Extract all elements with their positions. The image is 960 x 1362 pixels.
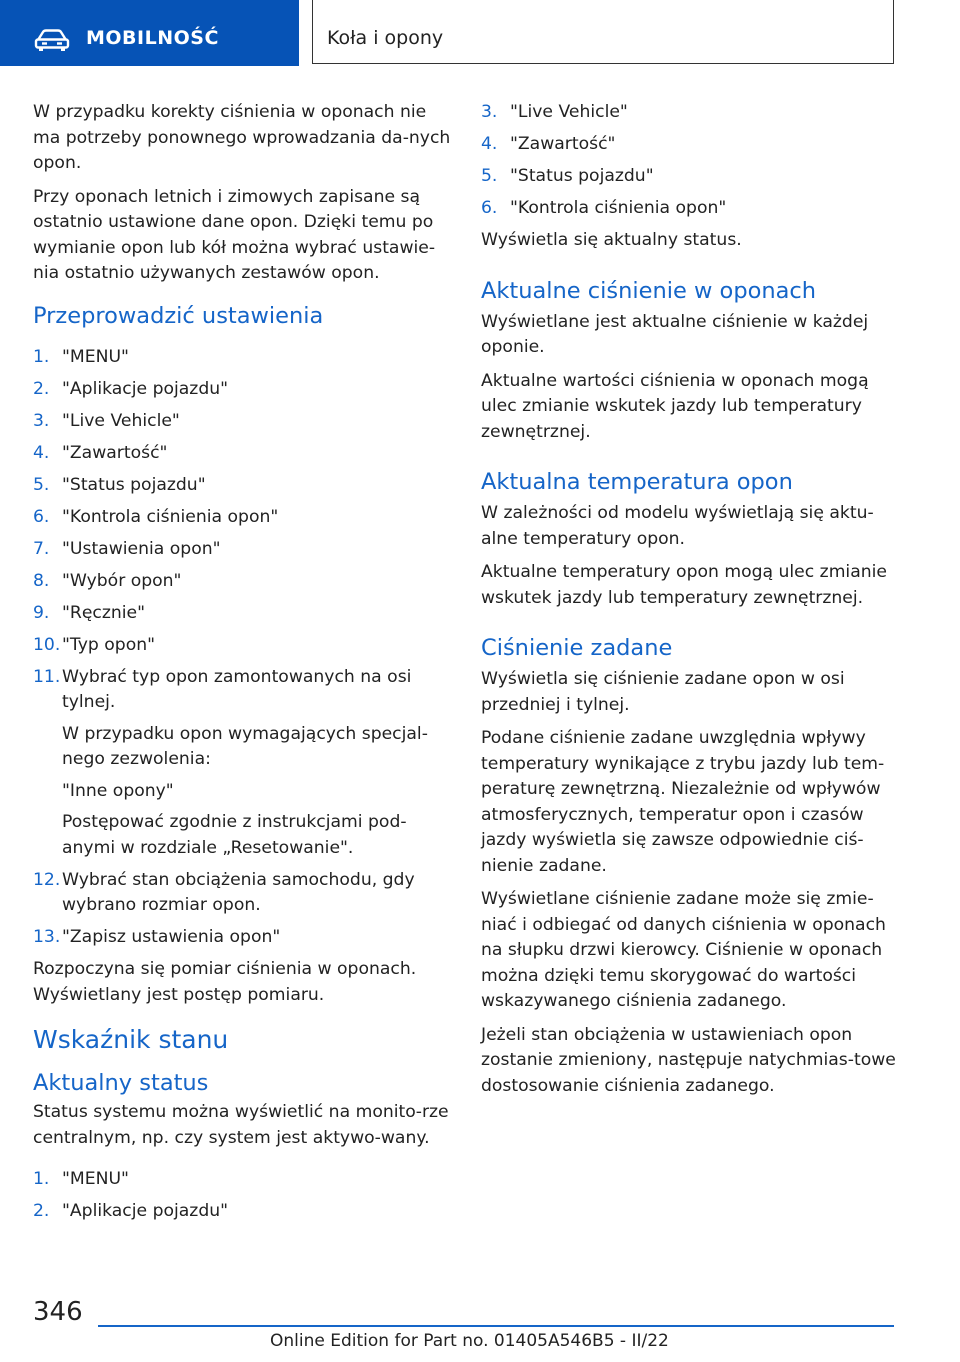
step-number: 11. [33, 666, 61, 687]
list-item [481, 100, 901, 126]
list-item [33, 537, 453, 563]
step-number: 13. [33, 927, 61, 947]
step-text: Wybrać typ opon zamontowanych na osi tylnej. [62, 666, 412, 712]
list-item [481, 132, 901, 158]
heading-current-pressure: Aktualne ciśnienie w oponach [481, 277, 817, 304]
list-item [33, 1167, 453, 1193]
step-text: "Wybór opon" [62, 570, 182, 591]
step-text: "MENU" [62, 1169, 129, 1189]
step-number: 2. [33, 1201, 50, 1221]
heading-indicator: Wskaźnik stanu [33, 1025, 229, 1054]
footer-divider [98, 1325, 894, 1327]
target-paragraph: Jeżeli stan obciążenia w ustawieniach opon zostanie zmieniony, następuje natychmias‐towe dostosowanie ciśnienia zadanego. [481, 1024, 896, 1096]
list-item [33, 601, 453, 627]
step-text: "Ustawienia opon" [62, 538, 221, 559]
step-text: "MENU" [62, 346, 129, 367]
chapter-box [312, 0, 894, 64]
step-text: "Kontrola ciśnienia opon" [62, 506, 279, 527]
list-item [33, 441, 453, 467]
heading-settings: Przeprowadzić ustawienia [33, 302, 324, 329]
list-item [33, 868, 453, 919]
step-number: 1. [33, 1169, 50, 1189]
list-item [33, 377, 453, 403]
step-text: "Kontrola ciśnienia opon" [510, 198, 727, 218]
step-number: 2. [33, 378, 50, 399]
step-number: 1. [33, 346, 50, 367]
target-paragraph: Podane ciśnienie zadane uwzględnia wpływy temperatury wynikające z trybu jazdy lub tem‐peraturę zewnętrzną. Niezależnie od wpływów atmosferycznych, temperatur opon i czasów jazdy wyświetla się zawsze odpowiednie ciś‐nienie zadane. [481, 728, 885, 876]
step-text: "Zawartość" [62, 442, 168, 463]
step-text: "Zawartość" [510, 134, 616, 154]
list-item [33, 1199, 453, 1225]
status-steps-continued [481, 100, 901, 222]
step-text: "Live Vehicle" [62, 410, 180, 431]
step-number: 3. [33, 410, 50, 431]
page-number: 346 [33, 1297, 83, 1327]
step-text: "Aplikacje pojazdu" [62, 378, 229, 399]
list-item [33, 633, 453, 659]
step-number: 8. [33, 570, 50, 591]
step-number: 9. [33, 602, 50, 623]
list-item [33, 409, 453, 435]
chapter-title: Koła i opony [327, 27, 444, 49]
heading-current-status: Aktualny status [33, 1070, 209, 1096]
step-number: 6. [33, 506, 50, 527]
step-text: "Ręcznie" [62, 602, 146, 623]
step-text: Wybrać stan obciążenia samochodu, gdy wybrano rozmiar opon. [62, 869, 415, 915]
temperature-paragraph: W zależności od modelu wyświetlają się aktu‐alne temperatury opon. [481, 503, 874, 549]
measurement-text: Rozpoczyna się pomiar ciśnienia w oponach. Wyświetlany jest postęp pomiaru. [33, 959, 417, 1005]
target-paragraph: Wyświetla się ciśnienie zadane opon w osi przedniej i tylnej. [481, 669, 845, 715]
step-subtext: W przypadku opon wymagających specjal‐nego zezwolenia: [62, 723, 428, 769]
step-number: 5. [481, 166, 498, 186]
step-number: 5. [33, 474, 50, 495]
status-shown-text: Wyświetla się aktualny status. [481, 230, 742, 250]
settings-steps [33, 345, 453, 951]
list-item [481, 164, 901, 190]
step-text: "Live Vehicle" [510, 102, 628, 122]
target-paragraph: Wyświetlane ciśnienie zadane może się zmie‐niać i odbiegać od danych ciśnienia w oponach na słupku drzwi kierowcy. Ciśnienie w oponach można dzięki temu skorygować do wartości wskazywanego ciśnienia zadanego. [481, 889, 886, 1011]
list-item [33, 569, 453, 595]
status-steps [33, 1167, 453, 1225]
left-column [33, 100, 453, 1231]
step-subtext: "Inne opony" [62, 780, 174, 801]
step-number: 10. [33, 634, 61, 655]
edition-label: Online Edition for Part no. 01405A546B5 - II/22 [270, 1331, 669, 1351]
step-text: "Status pojazdu" [510, 166, 654, 186]
step-number: 7. [33, 538, 50, 559]
car-icon [34, 27, 70, 53]
section-title: MOBILNOŚĆ [86, 27, 219, 49]
step-number: 12. [33, 869, 61, 890]
list-item [33, 925, 453, 951]
list-item [33, 345, 453, 371]
heading-current-temperature: Aktualna temperatura opon [481, 469, 793, 495]
page-header [0, 0, 960, 66]
intro-paragraph: Przy oponach letnich i zimowych zapisane są ostatnio ustawione dane opon. Dzięki temu po wymianie opon lub kół można wybrać ustawie‐nia ostatnio używanych zestawów opon. [33, 186, 436, 283]
step-number: 6. [481, 198, 498, 218]
intro-paragraph: W przypadku korekty ciśnienia w oponach nie ma potrzeby ponownego wprowadzania da‐nych opon. [33, 102, 451, 173]
right-column [481, 100, 901, 1107]
step-text: "Status pojazdu" [62, 474, 206, 495]
step-text: "Zapisz ustawienia opon" [62, 927, 281, 947]
list-item [481, 196, 901, 222]
step-number: 4. [481, 134, 498, 154]
temperature-paragraph: Aktualne temperatury opon mogą ulec zmianie wskutek jazdy lub temperatury zewnętrznej. [481, 562, 887, 608]
pressure-paragraph: Aktualne wartości ciśnienia w oponach mogą ulec zmianie wskutek jazdy lub temperatury zewnętrznej. [481, 370, 869, 442]
step-subtext: Postępować zgodnie z instrukcjami pod‐anymi w rozdziale „Resetowanie". [62, 812, 407, 858]
step-number: 4. [33, 442, 50, 463]
step-text: "Aplikacje pojazdu" [62, 1201, 229, 1221]
heading-target-pressure: Ciśnienie zadane [481, 635, 673, 661]
status-paragraph: Status systemu można wyświetlić na monito‐rze centralnym, np. czy system jest aktywo‐wany. [33, 1102, 449, 1148]
list-item [33, 505, 453, 531]
section-tab [0, 0, 299, 66]
step-number: 3. [481, 102, 498, 122]
pressure-paragraph: Wyświetlane jest aktualne ciśnienie w każdej oponie. [481, 311, 869, 357]
list-item [33, 665, 453, 862]
step-text: "Typ opon" [62, 634, 156, 655]
list-item [33, 473, 453, 499]
